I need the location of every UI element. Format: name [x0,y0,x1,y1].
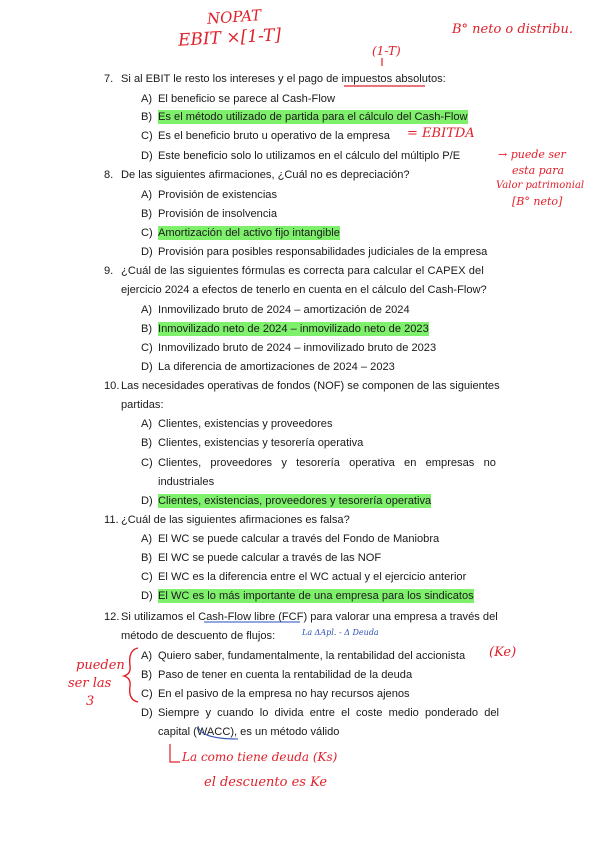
option-text: El WC se puede calcular a través del Fondo de Maniobra [158,533,440,545]
option-text: En el pasivo de la empresa no hay recursos ajenos [158,688,410,700]
question-number: 8. [104,169,114,181]
question-number: 10. [104,380,120,392]
option-letter: B) [141,552,153,564]
annotation-nopat: NOPAT [206,6,262,28]
option-text: Paso de tener en cuenta la rentabilidad de la deuda [158,669,413,681]
option-text: capital (WACC), es un método válido [158,726,340,738]
annotation-note: → puede ser [498,148,566,161]
option-text: Clientes, existencias y proveedores [158,418,333,430]
question-number: 11. [104,514,119,526]
annotation-top-right: B° neto o distribu. [452,22,573,37]
option-text: El beneficio se parece al Cash-Flow [158,93,335,105]
option-letter: B) [141,323,153,335]
annotation-tax-factor: (1-T) [372,44,401,58]
option-text: La diferencia de amortizaciones de 2024 – 2023 [158,361,395,373]
option-text: Provisión para posibles responsabilidades judiciales de la empresa [158,246,488,258]
annotation-left: pueden [76,658,125,673]
option-letter: A) [141,650,153,662]
annotation-note: Valor patrimonial [496,180,585,191]
annotation-bottom: el descuento es Ke [204,775,328,790]
option-text: Siempre y cuando lo divida entre el coste medio ponderado del [158,707,500,719]
option-letter: A) [141,189,153,201]
option-text: Clientes, proveedores y tesorería operativa en empresas no [158,457,496,469]
option-text: Provisión de insolvencia [158,208,278,220]
option-letter: A) [141,304,153,316]
annotation-note: esta para [512,164,565,177]
option-letter: B) [141,669,153,681]
option-letter: D) [141,495,153,507]
option-letter: C) [141,457,153,469]
option-text: industriales [158,476,215,488]
option-letter: C) [141,571,153,583]
option-letter: B) [141,111,153,123]
option-letter: A) [141,93,153,105]
option-text: Quiero saber, fundamentalmente, la rentabilidad del accionista [158,650,466,662]
option-text-highlighted: Clientes, existencias, proveedores y tesorería operativa [158,495,432,507]
question-text: Si al EBIT le resto los intereses y el pago de impuestos absolutos: [121,73,446,85]
question-text: De las siguientes afirmaciones, ¿Cuál no es depreciación? [121,169,410,181]
question-text: ¿Cuál de las siguientes fórmulas es correcta para calcular el CAPEX del [121,265,484,277]
option-text: Este beneficio solo lo utilizamos en el cálculo del múltiplo P/E [158,150,461,162]
option-text-highlighted: El WC es lo más importante de una empresa para los sindicatos [158,590,474,602]
annotation-note: [B° neto] [512,195,563,208]
question-text: Las necesidades operativas de fondos (NOF) se componen de las siguientes [121,380,500,392]
option-text-highlighted: Inmovilizado neto de 2024 – inmovilizado neto de 2023 [158,323,429,335]
option-text: Provisión de existencias [158,189,278,201]
question-text: ejercicio 2024 a efectos de tenerlo en cuenta en el cálculo del Cash-Flow? [121,284,487,296]
option-text: Inmovilizado bruto de 2024 – amortización de 2024 [158,304,410,316]
option-letter: C) [141,688,153,700]
annotation-left: 3 [86,694,95,709]
question-text: ¿Cuál de las siguientes afirmaciones es falsa? [121,514,350,526]
annotation-ke: (Ke) [489,645,517,660]
option-text-highlighted: Es el método utilizado de partida para el cálculo del Cash-Flow [158,111,468,123]
option-letter: D) [141,150,153,162]
annotation-bottom: La como tiene deuda (Ks) [182,750,338,764]
option-text: Inmovilizado bruto de 2024 – inmovilizado bruto de 2023 [158,342,437,354]
annotation-ebit-formula: EBIT ×[1-T] [177,25,282,51]
option-letter: C) [141,342,153,354]
option-letter: C) [141,227,153,239]
annotation-ebitda: = EBITDA [407,126,475,141]
option-text: El WC se puede calcular a través de las NOF [158,552,382,564]
option-letter: A) [141,418,153,430]
option-letter: B) [141,437,153,449]
option-letter: D) [141,361,153,373]
option-text-highlighted: Amortización del activo fijo intangible [158,227,340,239]
question-number: 7. [104,73,114,85]
question-text: partidas: [121,399,164,411]
option-text: Clientes, existencias y tesorería operativa [158,437,364,449]
question-number: 9. [104,265,114,277]
option-letter: D) [141,707,153,719]
option-text: Es el beneficio bruto u operativo de la empresa [158,130,390,142]
question-number: 12. [104,611,120,623]
option-letter: D) [141,590,153,602]
option-letter: A) [141,533,153,545]
option-letter: D) [141,246,153,258]
annotation-left: ser las [68,676,112,691]
annotation-fcf-formula: La ΔApl. - Δ Deuda [302,628,379,637]
question-text: método de descuento de flujos: [121,630,276,642]
option-letter: C) [141,130,153,142]
option-text: El WC es la diferencia entre el WC actual y el ejercicio anterior [158,571,467,583]
question-text: Si utilizamos el Cash-Flow libre (FCF) para valorar una empresa a través del [121,611,498,623]
option-letter: B) [141,208,153,220]
